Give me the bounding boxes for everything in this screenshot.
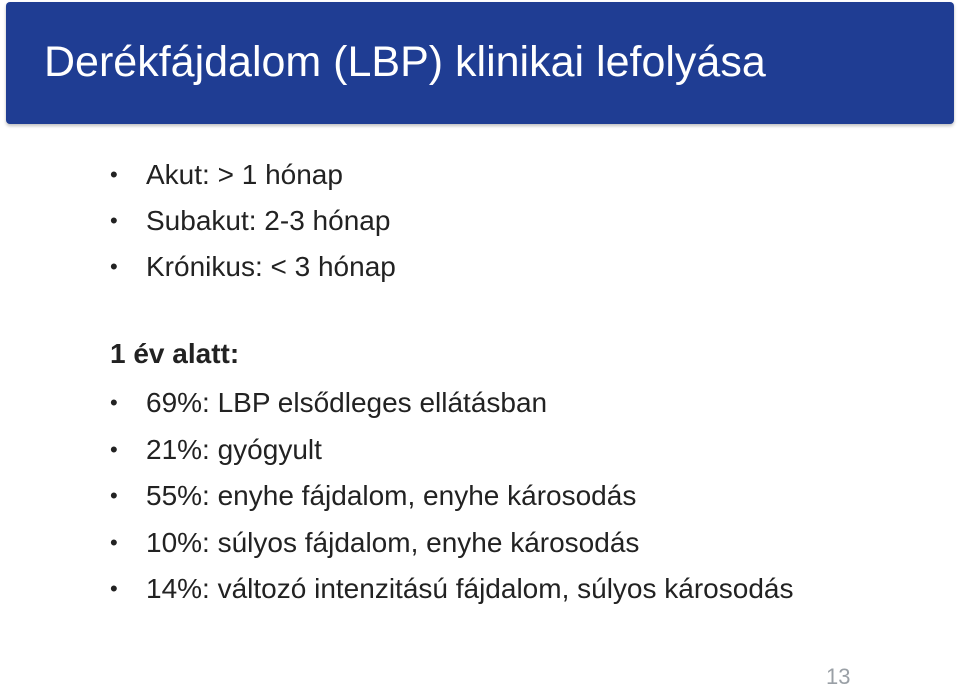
bullet-icon: •	[110, 576, 118, 601]
slide-title: Derékfájdalom (LBP) klinikai lefolyása	[44, 38, 766, 86]
list-item	[110, 385, 793, 432]
list-item-text: 55%: enyhe fájdalom, enyhe károsodás	[146, 480, 637, 511]
list-item	[110, 571, 793, 618]
title-bar	[6, 2, 954, 124]
section-heading: 1 év alatt:	[110, 338, 240, 369]
bullet-icon: •	[110, 208, 118, 233]
outcome-list	[110, 385, 793, 618]
bullet-icon: •	[110, 254, 118, 279]
list-item-text: Akut: > 1 hónap	[146, 159, 343, 190]
list-item	[110, 203, 396, 249]
list-item-text: 21%: gyógyult	[146, 433, 322, 465]
bullet-icon: •	[110, 162, 118, 187]
list-item-text: Krónikus: < 3 hónap	[146, 251, 396, 282]
bullet-icon: •	[110, 529, 118, 555]
list-item	[110, 525, 793, 572]
bullet-icon: •	[110, 390, 118, 415]
list-item-text: 69%: LBP elsődleges ellátásban	[146, 387, 548, 418]
list-item	[110, 432, 793, 479]
list-item	[110, 249, 396, 295]
list-item-text: 14%: változó intenzitású fájdalom, súlyos károsodás	[146, 573, 794, 604]
bullet-icon: •	[110, 436, 118, 462]
list-item	[110, 157, 396, 203]
list-item	[110, 478, 793, 525]
list-item-text: 10%: súlyos fájdalom, enyhe károsodás	[146, 526, 640, 558]
list-item-text: Subakut: 2-3 hónap	[146, 205, 391, 236]
page-number: 13	[826, 664, 851, 689]
duration-list	[110, 157, 396, 295]
bullet-icon: •	[110, 483, 118, 508]
